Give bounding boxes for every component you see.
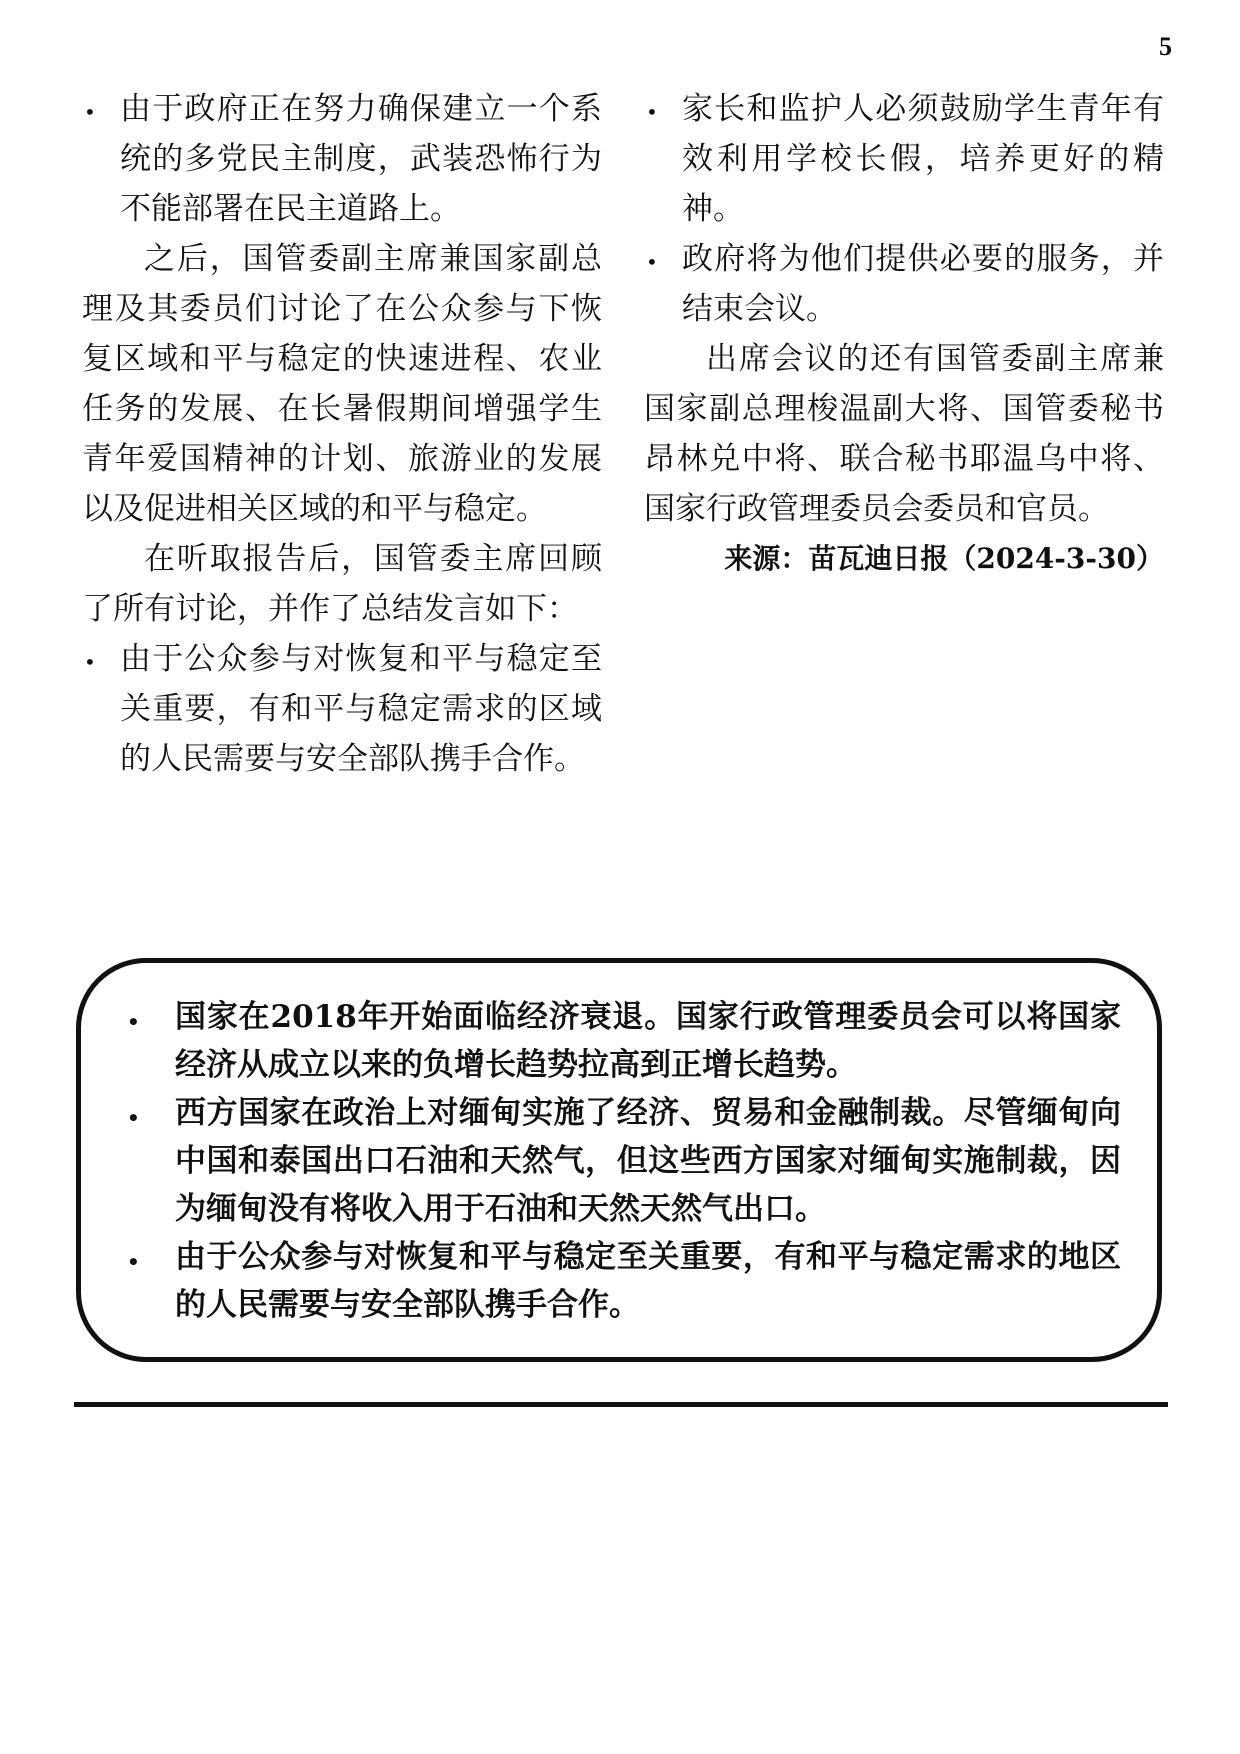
source-citation: 来源：苗瓦迪日报（2024-3-30） [724,542,1164,575]
left-bullet-list-bottom [82,634,602,784]
summary-item: • 国家在2018年开始面临经济衰退。国家行政管理委员会可以将国家经济从成立以来的负增长趋势拉高到正增长趋势。 [123,993,1121,1089]
summary-box [76,958,1162,1362]
left-bullet-item: • 由于政府正在努力确保建立一个系统的多党民主制度，武装恐怖行为不能部署在民主道路上。 [82,84,602,234]
summary-item: • 由于公众参与对恢复和平与稳定至关重要，有和平与稳定需求的地区的人民需要与安全部队携手合作。 [123,1233,1121,1329]
left-column [82,84,602,784]
left-bullet-item: • 由于公众参与对恢复和平与稳定至关重要，有和平与稳定需求的区域的人民需要与安全部队携手合作。 [82,634,602,784]
right-bullet-item: • 家长和监护人必须鼓励学生青年有效利用学校长假，培养更好的精神。 [644,84,1164,234]
right-bullet-list [644,84,1164,334]
right-bullet-item: • 政府将为他们提供必要的服务，并结束会议。 [644,234,1164,334]
right-paragraph: 出席会议的还有国管委副主席兼国家副总理梭温副大将、国管委秘书昂林兑中将、联合秘书耶温乌中将、国家行政管理委员会委员和官员。 [644,341,1164,527]
summary-item: • 西方国家在政治上对缅甸实施了经济、贸易和金融制裁。尽管缅甸向中国和泰国出口石油和天然气，但这些西方国家对缅甸实施制裁，因为缅甸没有将收入用于石油和天然天然气出口。 [123,1089,1121,1233]
left-bullet-list-top [82,84,602,234]
right-column [644,84,1164,584]
horizontal-rule [74,1402,1168,1407]
left-paragraph: 在听取报告后，国管委主席回顾了所有讨论，并作了总结发言如下： [82,541,602,627]
summary-bullet-list [123,993,1121,1329]
page-number: 5 [1159,32,1172,61]
left-paragraph: 之后，国管委副主席兼国家副总理及其委员们讨论了在公众参与下恢复区域和平与稳定的快速进程、农业任务的发展、在长暑假期间增强学生青年爱国精神的计划、旅游业的发展以及促进相关区域的和平与稳定。 [82,241,602,527]
